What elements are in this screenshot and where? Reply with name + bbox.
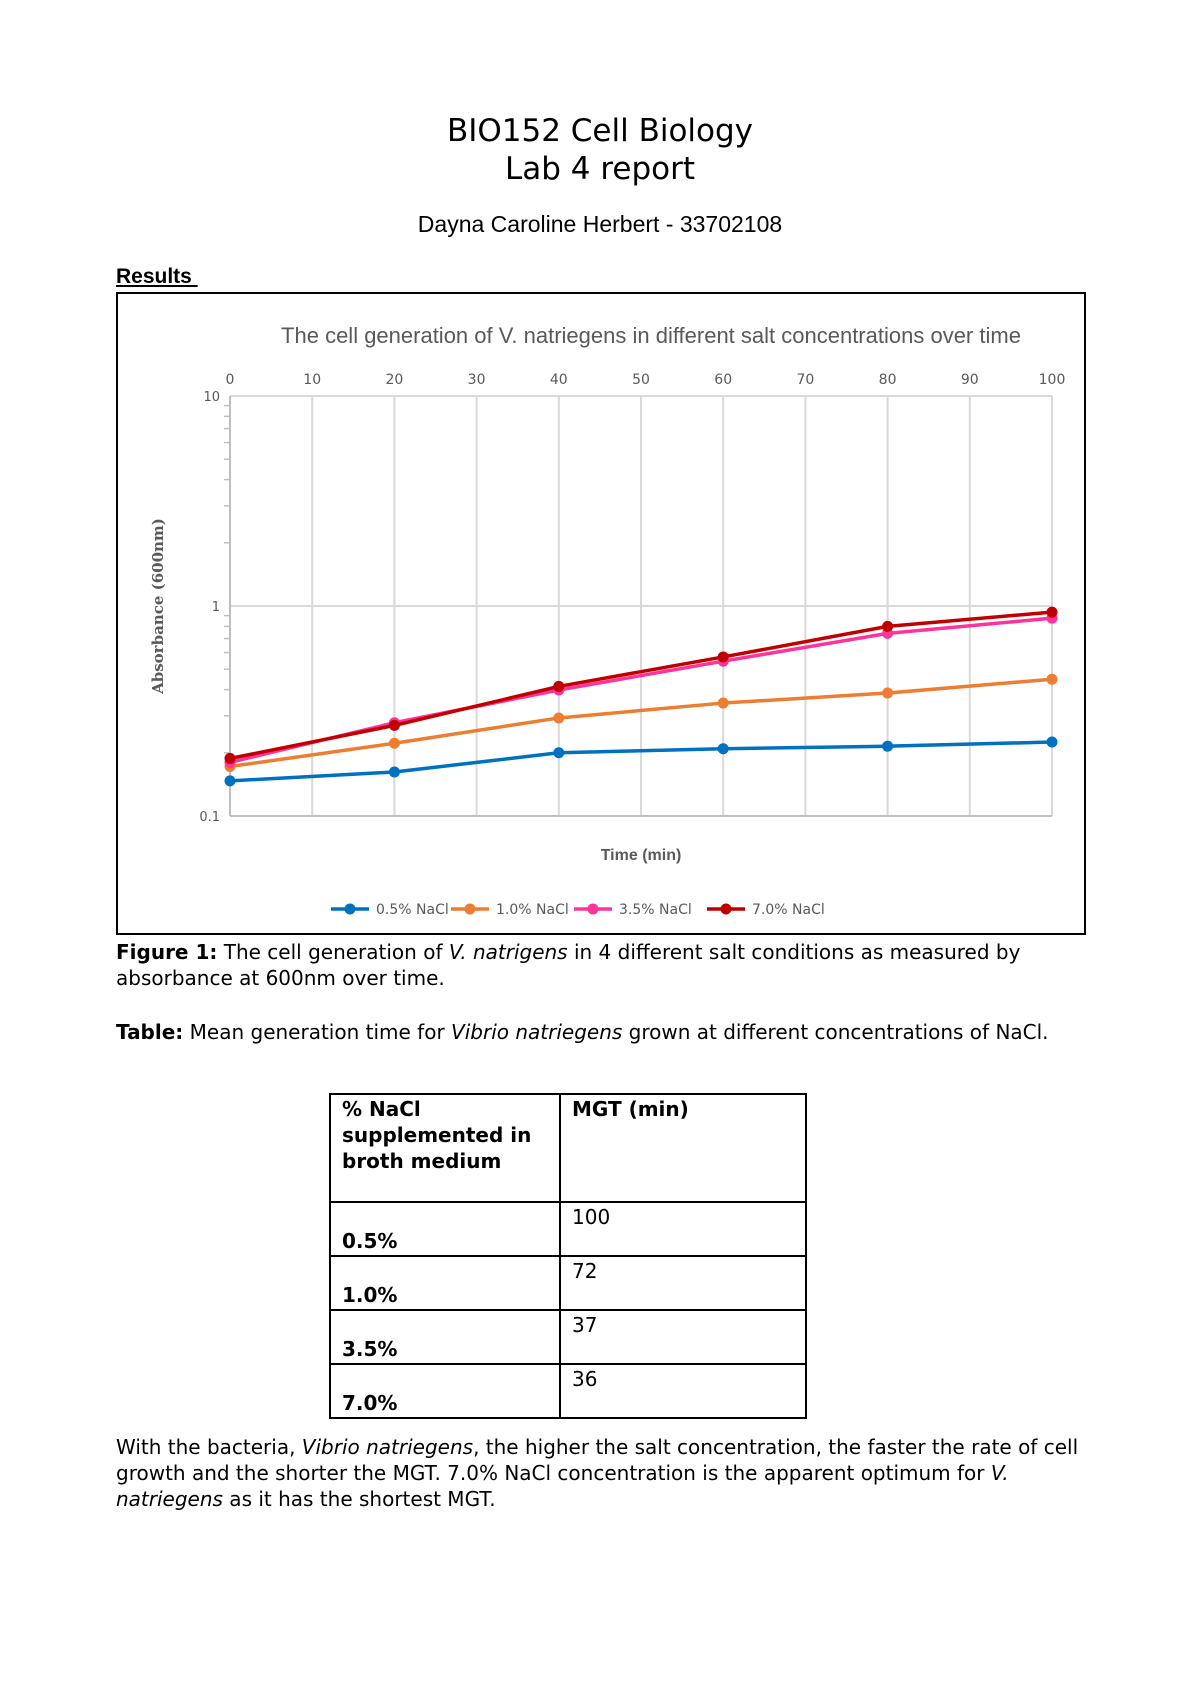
conclusion-paragraph bbox=[116, 1434, 1096, 1512]
results-heading: Results bbox=[116, 265, 198, 288]
data-point bbox=[225, 775, 236, 786]
table-row bbox=[330, 1256, 806, 1310]
conclusion-text-mid: , the higher the salt concentration, the faster the rate of cell growth and the shorter the MGT. 7.0% NaCl concentration is the apparent optimum for bbox=[116, 1435, 1079, 1485]
x-axis-label: Time (min) bbox=[600, 847, 682, 864]
figure-caption bbox=[116, 939, 1096, 991]
course-title: BIO152 Cell Biology bbox=[446, 113, 754, 149]
x-tick-label: 80 bbox=[878, 372, 897, 388]
table-header-nacl: % NaCl supplemented in broth medium bbox=[330, 1094, 560, 1202]
table-caption-label: Table: bbox=[116, 1020, 184, 1044]
legend-label: 1.0% NaCl bbox=[496, 902, 569, 918]
x-tick-label: 10 bbox=[303, 372, 322, 388]
legend-swatch-marker bbox=[721, 904, 732, 915]
legend-swatch-marker bbox=[588, 904, 599, 915]
data-point bbox=[882, 688, 893, 699]
nacl-cell: 0.5% bbox=[330, 1202, 560, 1256]
table-caption bbox=[116, 1019, 1096, 1045]
x-tick-label: 0 bbox=[225, 372, 235, 388]
data-point bbox=[1047, 674, 1058, 685]
y-tick-label: 10 bbox=[203, 390, 220, 405]
x-tick-label: 60 bbox=[714, 372, 733, 388]
data-point bbox=[718, 743, 729, 754]
data-point bbox=[389, 767, 400, 778]
chart-title: The cell generation of V. natriegens in different salt concentrations over time bbox=[281, 323, 1021, 348]
data-point bbox=[1047, 607, 1058, 618]
absorbance-chart bbox=[118, 294, 1083, 932]
mgt-table bbox=[329, 1093, 807, 1419]
figure-caption-species: V. natrigens bbox=[448, 940, 568, 964]
data-point bbox=[553, 712, 564, 723]
x-tick-label: 70 bbox=[796, 372, 815, 388]
x-tick-label: 90 bbox=[960, 372, 979, 388]
data-point bbox=[1047, 737, 1058, 748]
data-point bbox=[225, 753, 236, 764]
report-title: Lab 4 report bbox=[504, 151, 696, 187]
figure-caption-text: The cell generation of bbox=[217, 940, 449, 964]
table-header-row bbox=[330, 1094, 806, 1202]
data-point bbox=[882, 621, 893, 632]
table-row bbox=[330, 1364, 806, 1418]
legend-label: 3.5% NaCl bbox=[619, 902, 692, 918]
mgt-cell: 100 bbox=[560, 1202, 806, 1256]
nacl-cell: 1.0% bbox=[330, 1256, 560, 1310]
table-header-mgt: MGT (min) bbox=[560, 1094, 806, 1202]
figure-caption-text-end: in 4 different salt conditions as measured by absorbance at 600nm over time. bbox=[116, 940, 1021, 990]
author-line: Dayna Caroline Herbert - 33702108 bbox=[417, 211, 783, 237]
mgt-cell: 37 bbox=[560, 1310, 806, 1364]
conclusion-text-end: as it has the shortest MGT. bbox=[222, 1487, 496, 1511]
x-tick-label: 50 bbox=[632, 372, 650, 388]
data-point bbox=[553, 747, 564, 758]
table-caption-species: Vibrio natriegens bbox=[451, 1020, 623, 1044]
table-row bbox=[330, 1310, 806, 1364]
data-point bbox=[389, 738, 400, 749]
y-axis-label: Absorbance (600nm) bbox=[149, 518, 167, 694]
table-caption-text: Mean generation time for bbox=[183, 1020, 452, 1044]
mgt-cell: 72 bbox=[560, 1256, 806, 1310]
x-tick-label: 30 bbox=[467, 372, 486, 388]
nacl-cell: 3.5% bbox=[330, 1310, 560, 1364]
legend-swatch-marker bbox=[345, 904, 356, 915]
conclusion-text: With the bacteria, bbox=[116, 1435, 302, 1459]
data-point bbox=[882, 741, 893, 752]
data-point bbox=[389, 720, 400, 731]
conclusion-species-short: V. natriegens bbox=[116, 1461, 1009, 1511]
legend-label: 0.5% NaCl bbox=[376, 902, 449, 918]
data-point bbox=[553, 681, 564, 692]
table-row bbox=[330, 1202, 806, 1256]
table-caption-text-end: grown at different concentrations of NaCl. bbox=[622, 1020, 1049, 1044]
x-tick-label: 20 bbox=[385, 372, 404, 388]
x-tick-label: 100 bbox=[1038, 372, 1066, 388]
figure-caption-label: Figure 1: bbox=[116, 940, 218, 964]
chart-frame bbox=[116, 292, 1086, 935]
y-tick-label: 0.1 bbox=[199, 810, 220, 825]
legend-label: 7.0% NaCl bbox=[752, 902, 825, 918]
legend-swatch-marker bbox=[465, 904, 476, 915]
nacl-cell: 7.0% bbox=[330, 1364, 560, 1418]
y-tick-label: 1 bbox=[211, 600, 220, 615]
mgt-cell: 36 bbox=[560, 1364, 806, 1418]
data-point bbox=[718, 651, 729, 662]
x-tick-label: 40 bbox=[549, 372, 568, 388]
conclusion-species: Vibrio natriegens bbox=[301, 1435, 474, 1459]
data-point bbox=[718, 698, 729, 709]
